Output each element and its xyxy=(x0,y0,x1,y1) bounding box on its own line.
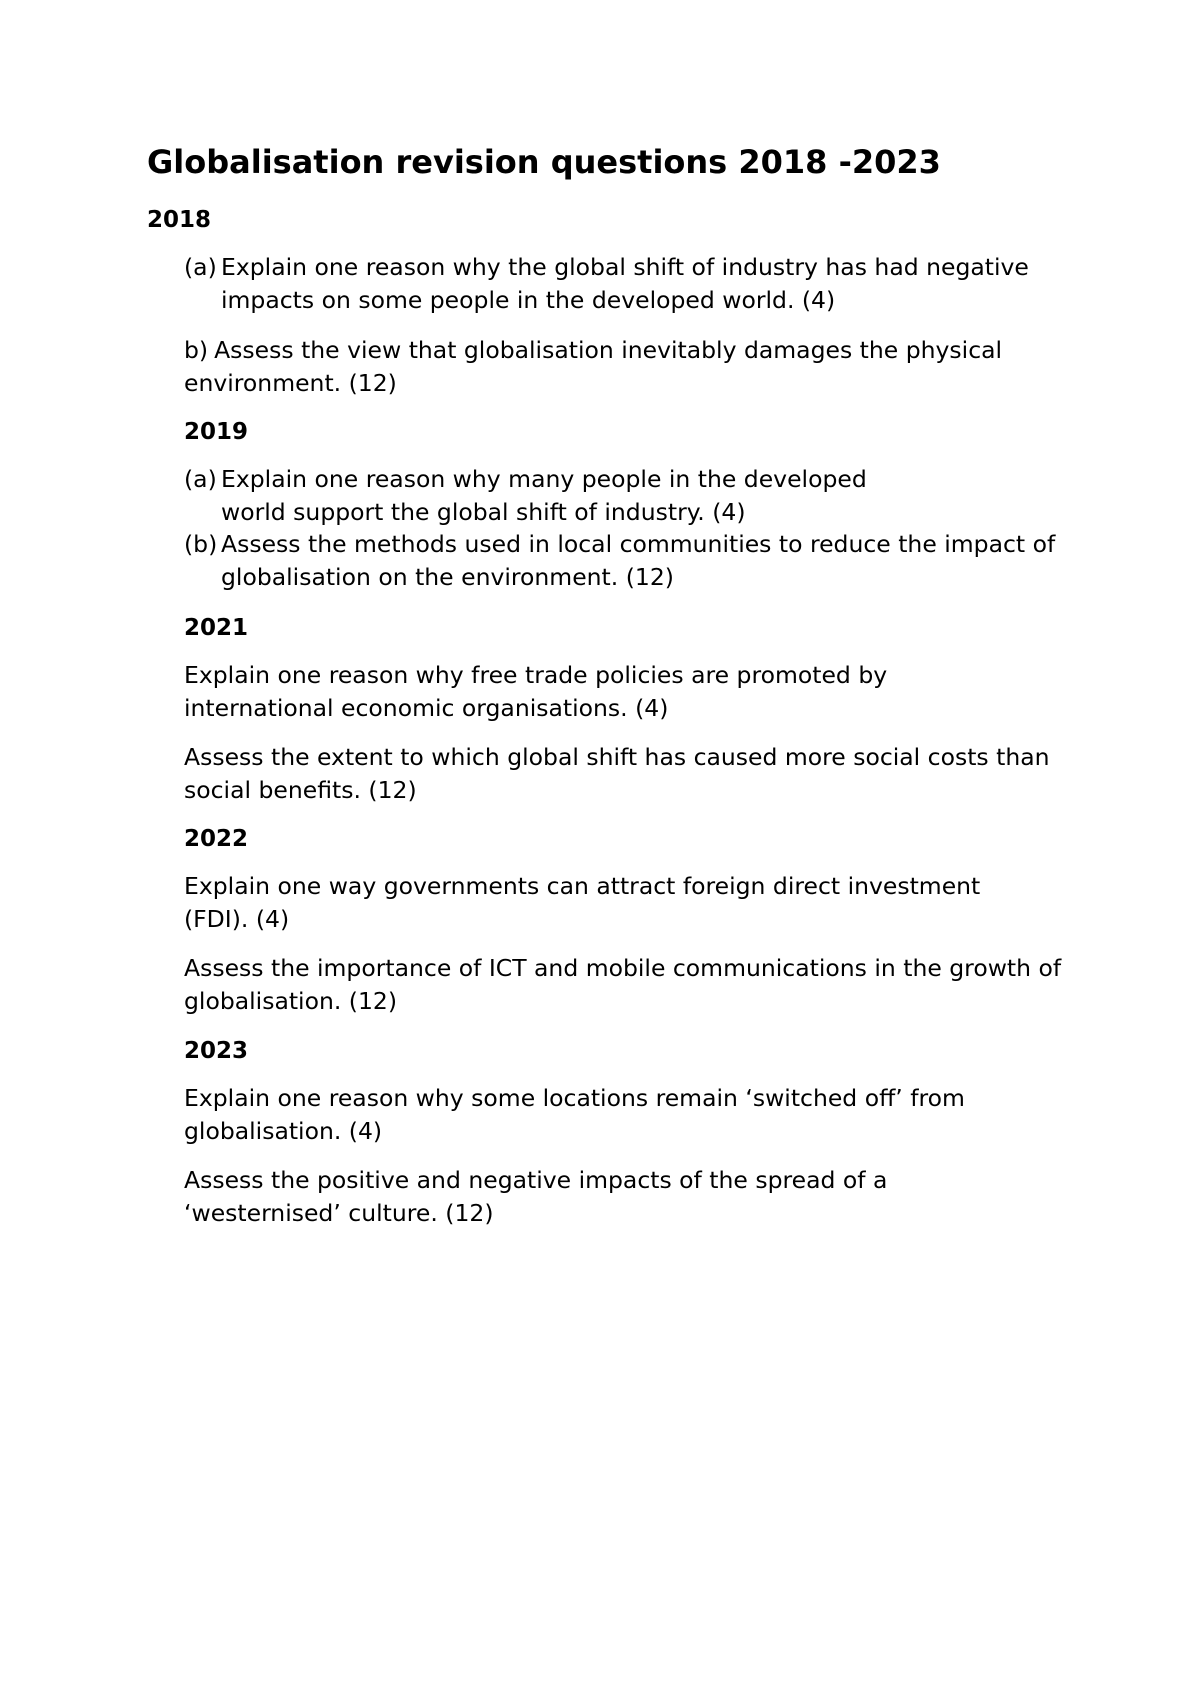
question-2018-a xyxy=(184,251,1084,316)
question-text: Explain one reason why the global shift of industry has had negative impacts on some people in the developed world. (4) xyxy=(221,253,1029,314)
question-2022-2: Assess the importance of ICT and mobile communications in the growth of globalisation. (12) xyxy=(184,954,1062,1015)
year-heading-2018: 2018 xyxy=(147,207,212,233)
year-heading-2021: 2021 xyxy=(184,615,249,641)
question-marker: (a) xyxy=(184,465,217,493)
question-text: Assess the methods used in local communities to reduce the impact of globalisation on the environment. (12) xyxy=(221,530,1056,591)
question-marker: b) xyxy=(184,336,209,364)
year-heading-2023: 2023 xyxy=(184,1038,249,1064)
question-marker: (b) xyxy=(184,530,218,558)
year-heading-2019: 2019 xyxy=(184,419,249,445)
question-2018-b xyxy=(184,334,1064,399)
question-2023-2: Assess the positive and negative impacts of the spread of a ‘westernised’ culture. (12) xyxy=(184,1166,888,1227)
question-2019-a xyxy=(184,463,924,528)
question-text: Explain one reason why many people in the developed world support the global shift of industry. (4) xyxy=(221,465,867,526)
year-heading-2022: 2022 xyxy=(184,826,249,852)
question-2022-1: Explain one way governments can attract foreign direct investment (FDI). (4) xyxy=(184,872,981,933)
question-2023-1: Explain one reason why some locations remain ‘switched off’ from globalisation. (4) xyxy=(184,1084,965,1145)
question-marker: (a) xyxy=(184,253,217,281)
document-title: Globalisation revision questions 2018 -2023 xyxy=(147,143,941,181)
question-2021-2: Assess the extent to which global shift has caused more social costs than social benefits. (12) xyxy=(184,743,1050,804)
question-text: Assess the view that globalisation inevitably damages the physical environment. (12) xyxy=(184,336,1003,397)
question-2021-1: Explain one reason why free trade policies are promoted by international economic organisations. (4) xyxy=(184,661,888,722)
question-2019-b xyxy=(184,528,1074,593)
